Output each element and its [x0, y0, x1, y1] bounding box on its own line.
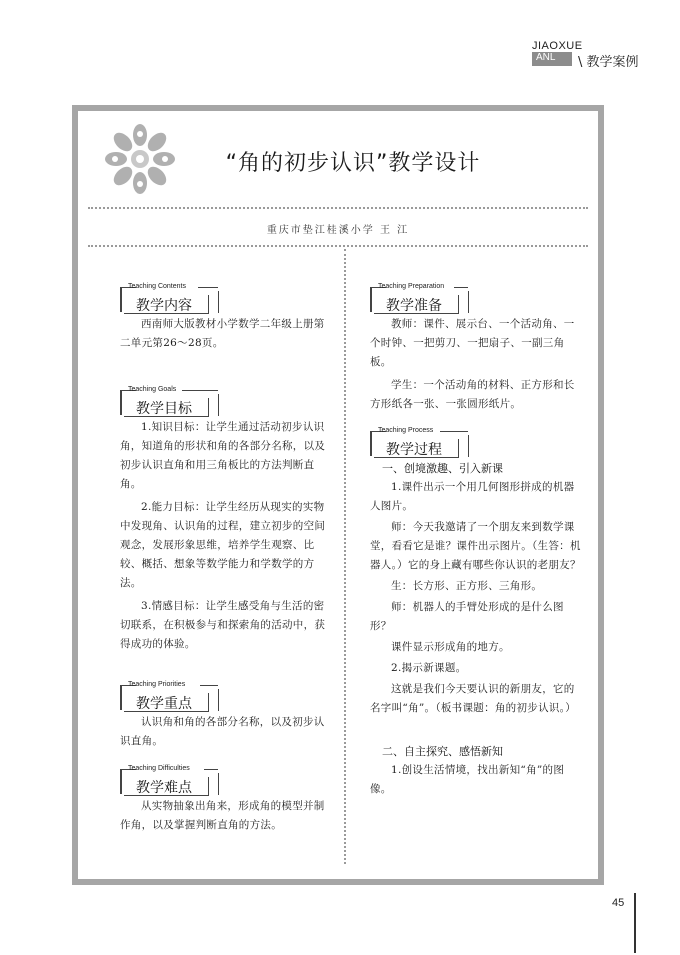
section-cn-title: 教学内容: [136, 298, 192, 314]
paragraph: 2.揭示新课题。: [391, 662, 467, 674]
section-en-label: Teaching Difficulties: [128, 765, 190, 772]
paragraph: 2.能力目标：让学生经历从现实的实物中发现角、认识角的过程，建立初步的空间观念，发展形象思维，培养学生观察、比较、概括、想象等数学能力和学数学的方法。: [120, 501, 326, 589]
paragraph: 课件显示形成角的地方。: [391, 641, 510, 653]
section-cn-title: 教学过程: [386, 442, 442, 458]
paragraph: 1.创设生活情境，找出新知“角”的图像。: [370, 764, 565, 795]
paragraph: 3.情感目标：让学生感受角与生活的密切联系，在积极参与和探索角的活动中，获得成功的体验。: [120, 600, 326, 650]
section-en-label: Teaching Contents: [128, 283, 186, 290]
section-cn-title: 教学难点: [136, 780, 192, 796]
section-en-label: Teaching Priorities: [128, 681, 186, 688]
paragraph: 生：长方形、正方形、三角形。: [391, 580, 543, 592]
section-en-label: Teaching Preparation: [378, 283, 445, 290]
paragraph: 从实物抽象出角来，形成角的模型并制作角，以及掌握判断直角的方法。: [120, 800, 325, 831]
section-teaching-priorities: [120, 681, 330, 751]
paragraph: 这就是我们今天要认识的新朋友，它的名字叫“角”。（板书课题：角的初步认识。）: [370, 683, 577, 714]
paragraph: 学生：一个活动角的材料、正方形和长方形纸各一张、一张圆形纸片。: [370, 379, 575, 410]
section-cn-title: 教学重点: [136, 696, 192, 712]
section-heading: [120, 386, 330, 418]
column-divider: [344, 249, 346, 864]
section-heading: [120, 681, 330, 713]
paragraph: 教师：课件、展示台、一个活动角、一个时钟、一把剪刀、一把扇子、一副三角板。: [370, 318, 575, 368]
paragraph: 师：机器人的手臂处形成的是什么图形？: [370, 601, 564, 632]
section-en-label: Teaching Process: [378, 427, 434, 434]
section-teaching-process: [370, 427, 582, 799]
column-badge-text: ANL: [536, 52, 556, 63]
section-heading: [120, 283, 330, 315]
paragraph: 认识角和角的各部分名称，以及初步认识直角。: [120, 716, 325, 747]
column-badge: [532, 52, 572, 66]
paragraph: 1.课件出示一个用几何图形拼成的机器人图片。: [370, 481, 575, 512]
paragraph: 1.知识目标：让学生通过活动初步认识角，知道角的形状和角的各部分名称，以及初步认识直角和用三角板比的方法判断直角。: [120, 421, 326, 490]
article-frame: [72, 105, 604, 885]
step-heading: 二、自主探究、感悟新知: [382, 745, 503, 758]
section-teaching-goals: [120, 386, 330, 654]
section-teaching-difficulties: [120, 765, 330, 835]
section-heading: [120, 765, 330, 797]
column-chinese-label: \ 教学案例: [578, 55, 639, 70]
section-heading: [370, 427, 582, 459]
section-cn-title: 教学目标: [136, 401, 192, 417]
paragraph: 师：今天我邀请了一个朋友来到数学课堂，看看它是谁？课件出示图片。（生答：机器人。）它的身上藏有哪些你认识的老朋友？: [370, 521, 581, 571]
section-teaching-preparation: [370, 283, 582, 414]
column-english-label: JIAOXUE: [532, 40, 583, 52]
article-title: “角的初步认识”教学设计: [225, 151, 481, 176]
title-area: [78, 111, 598, 211]
section-teaching-contents: [120, 283, 330, 353]
step-heading: 一、创境激趣、引入新课: [382, 462, 503, 475]
section-cn-title: 教学准备: [386, 298, 442, 314]
author-line: 重庆市垫江桂溪小学 王 江: [266, 225, 410, 236]
page-edge-rule: [634, 893, 636, 953]
paragraph: 西南师大版教材小学数学二年级上册第二单元第26～28页。: [120, 318, 325, 349]
section-en-label: Teaching Goals: [128, 386, 177, 393]
author-divider: [88, 245, 588, 247]
title-divider: [88, 207, 588, 209]
section-heading: [370, 283, 582, 315]
page-number: 45: [612, 897, 625, 909]
